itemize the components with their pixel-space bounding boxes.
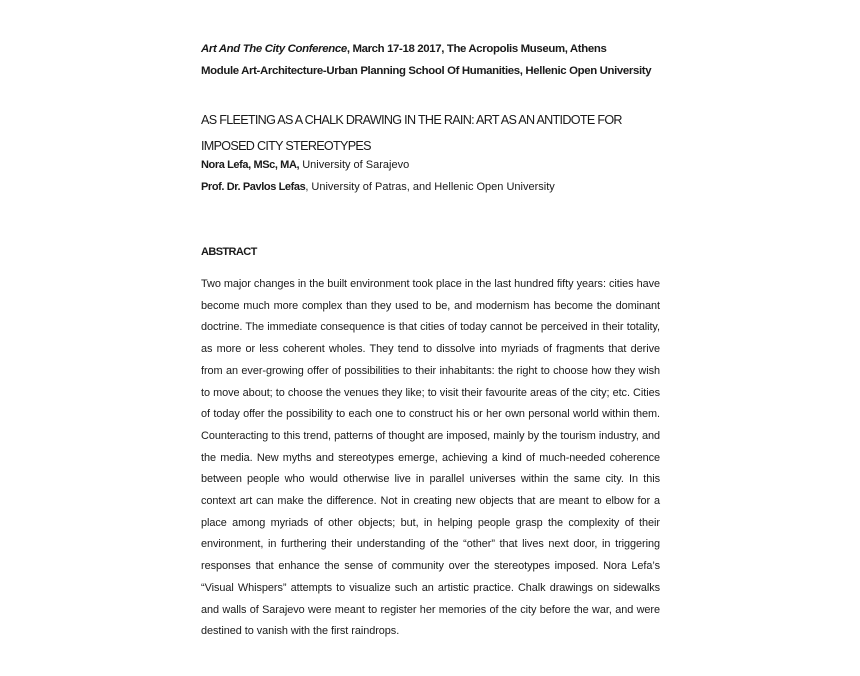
author-name: Nora Lefa, MSc, MA, xyxy=(201,159,300,171)
conference-name: Art And The City Conference xyxy=(201,43,347,55)
module-line: Module Art-Architecture-Urban Planning School Of Humanities, Hellenic Open University xyxy=(201,65,652,77)
author-entry xyxy=(201,176,821,198)
author-entry xyxy=(201,154,821,176)
paper-title: AS FLEETING AS A CHALK DRAWING IN THE RAIN: ART AS AN ANTIDOTE FOR IMPOSED CITY STEREOTYPES xyxy=(201,113,622,153)
conference-line xyxy=(201,38,841,60)
author-affiliation: , University of Patras, and Hellenic Open University xyxy=(305,181,555,193)
author-name: Prof. Dr. Pavlos Lefas xyxy=(201,181,306,193)
conference-header xyxy=(201,38,841,82)
author-list xyxy=(201,154,821,198)
conference-details: , March 17-18 2017, The Acropolis Museum, Athens xyxy=(346,43,607,55)
abstract-heading: ABSTRACT xyxy=(201,246,257,258)
abstract-body: Two major changes in the built environment took place in the last hundred fifty years: cities have become much more complex than they used to be, and modernism has become the dominant doctrine. The immediate consequence is that cities of today cannot be perceived in their totality, as more or less coherent wholes. They tend to dissolve into myriads of fragments that derive from an ever-growing offer of possibilities to their inhabitants: the right to choose how they wish to move about; to choose the venues they like; to visit their favourite areas of the city; etc. Cities of today offer the possibility to each one to construct his or her own personal world within them. Counteracting to this trend, patterns of thought are imposed, mainly by the tourism industry, and the media. New myths and stereotypes emerge, achieving a kind of much-needed coherence between people who would otherwise live in parallel universes within the same city. In this context art can make the difference. Not in creating new objects that are meant to elbow for a place among myriads of other objects; but, in helping people grasp the complexity of their environment, in furthering their understanding of the “other” that lives next door, in triggering responses that enhance the sense of community over the stereotypes imposed. Nora Lefa’s “Visual Whispers” attempts to visualize such an artistic practice. Chalk drawings on sidewalks and walls of Sarajevo were meant to register her memories of the city before the war, and were destined to vanish with the first raindrops. xyxy=(201,278,660,638)
author-affiliation: University of Sarajevo xyxy=(299,159,410,171)
